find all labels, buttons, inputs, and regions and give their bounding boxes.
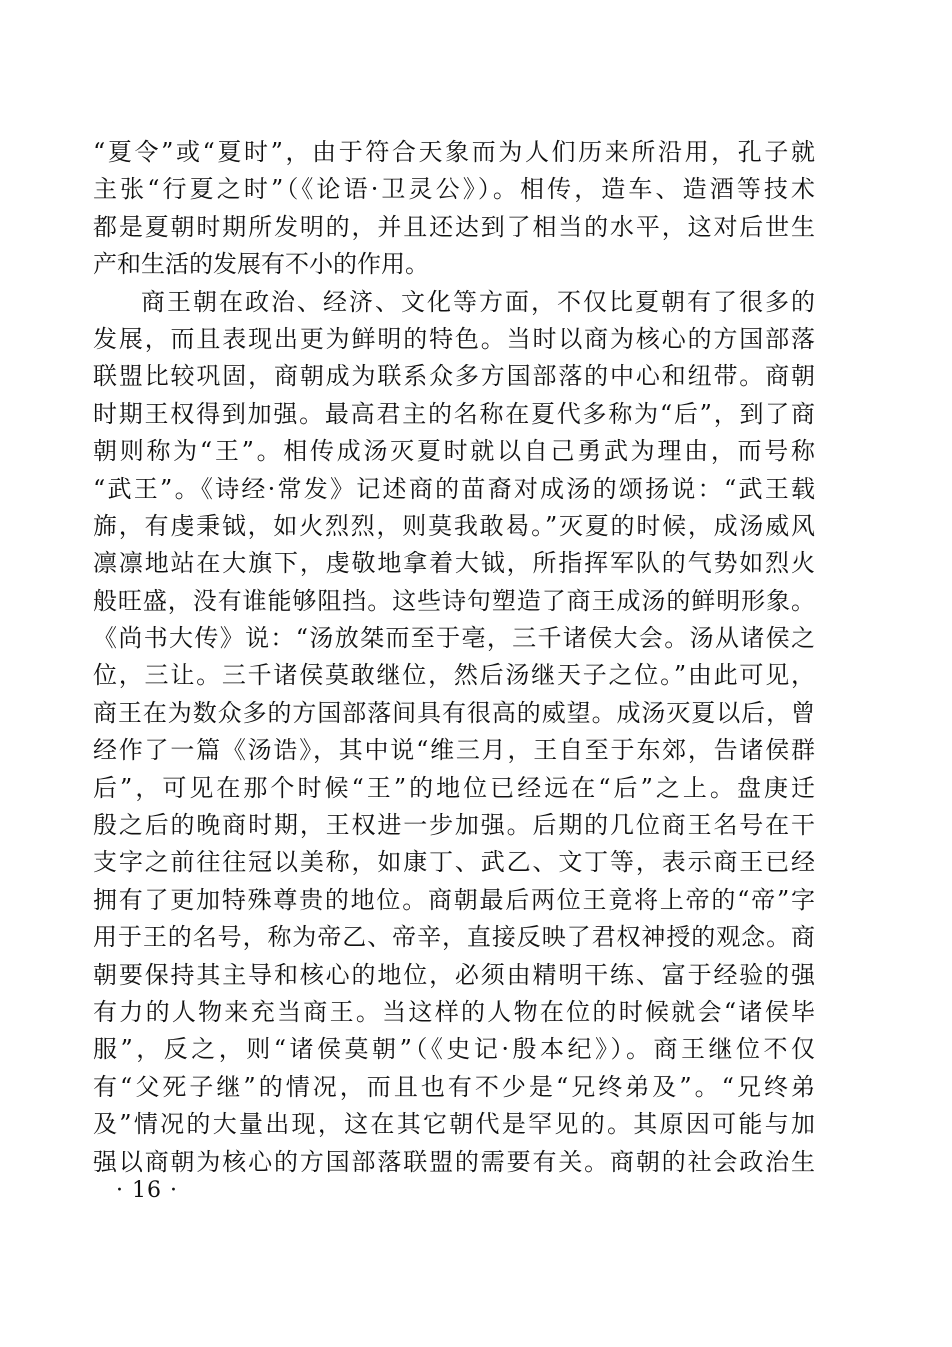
text-line: 《尚书大传》说：“汤放桀而至于亳，三千诸侯大会。汤从诸侯之 [93,624,815,653]
text-line: 服”，反之，则“诸侯莫朝”（《史记·殷本纪》）。商王继位不仅 [93,1035,815,1064]
paragraph-2 [93,284,815,1181]
text-line: 强以商朝为核心的方国部落联盟的需要有关。商朝的社会政治生 [93,1147,815,1176]
text-line: “夏令”或“夏时”，由于符合天象而为人们历来所沿用，孔子就 [93,138,815,166]
text-line: 殷之后的晚商时期，王权进一步加强。后期的几位商王名号在干 [93,811,815,840]
text-line: 联盟比较巩固，商朝成为联系众多方国部落的中心和纽带。商朝 [93,362,815,391]
text-line: 及”情况的大量出现，这在其它朝代是罕见的。其原因可能与加 [93,1110,815,1139]
page-number: · 16 · [116,1178,178,1203]
paragraph-1 [93,134,815,284]
text-line: 位，三让。三千诸侯莫敢继位，然后汤继天子之位。”由此可见， [93,661,815,690]
text-line: 般旺盛，没有谁能够阻挡。这些诗句塑造了商王成汤的鲜明形象。 [93,586,815,615]
text-line: 凛凛地站在大旗下，虔敬地拿着大钺，所指挥军队的气势如烈火 [93,549,815,578]
text-line: “武王”。《诗经·常发》记述商的苗裔对成汤的颂扬说：“武王载 [93,474,815,503]
text-line: 经作了一篇《汤诰》，其中说“维三月，王自至于东郊，告诸侯群 [93,736,815,765]
text-line: 后”，可见在那个时候“王”的地位已经远在“后”之上。盘庚迁 [93,773,815,802]
text-line: 都是夏朝时期所发明的，并且还达到了相当的水平，这对后世生 [93,212,815,241]
text-line: 朝要保持其主导和核心的地位，必须由精明干练、富于经验的强 [93,960,815,989]
text-line: 旆，有虔秉钺，如火烈烈，则莫我敢曷。”灭夏的时候，成汤威风 [93,511,815,540]
text-line: 有“父死子继”的情况，而且也有不少是“兄终弟及”。“兄终弟 [93,1072,815,1101]
text-line: 发展，而且表现出更为鲜明的特色。当时以商为核心的方国部落 [93,324,815,353]
text-line: 主张“行夏之时”（《论语·卫灵公》）。相传，造车、造酒等技术 [93,175,815,204]
text-line: 有力的人物来充当商王。当这样的人物在位的时候就会“诸侯毕 [93,997,815,1026]
text-line: 朝则称为“王”。相传成汤灭夏时就以自己勇武为理由，而号称 [93,437,815,466]
text-line: 商王在为数众多的方国部落间具有很高的威望。成汤灭夏以后，曾 [93,698,815,727]
text-line: 拥有了更加特殊尊贵的地位。商朝最后两位王竟将上帝的“帝”字 [93,885,815,914]
text-line: 商王朝在政治、经济、文化等方面，不仅比夏朝有了很多的 [141,287,815,316]
text-line: 时期王权得到加强。最高君主的名称在夏代多称为“后”，到了商 [93,399,815,428]
text-line: 支字之前往往冠以美称，如康丁、武乙、文丁等，表示商王已经 [93,848,815,877]
body-text [93,134,815,1181]
text-line: 产和生活的发展有不小的作用。 [93,250,429,279]
text-line: 用于王的名号，称为帝乙、帝辛，直接反映了君权神授的观念。商 [93,923,815,952]
